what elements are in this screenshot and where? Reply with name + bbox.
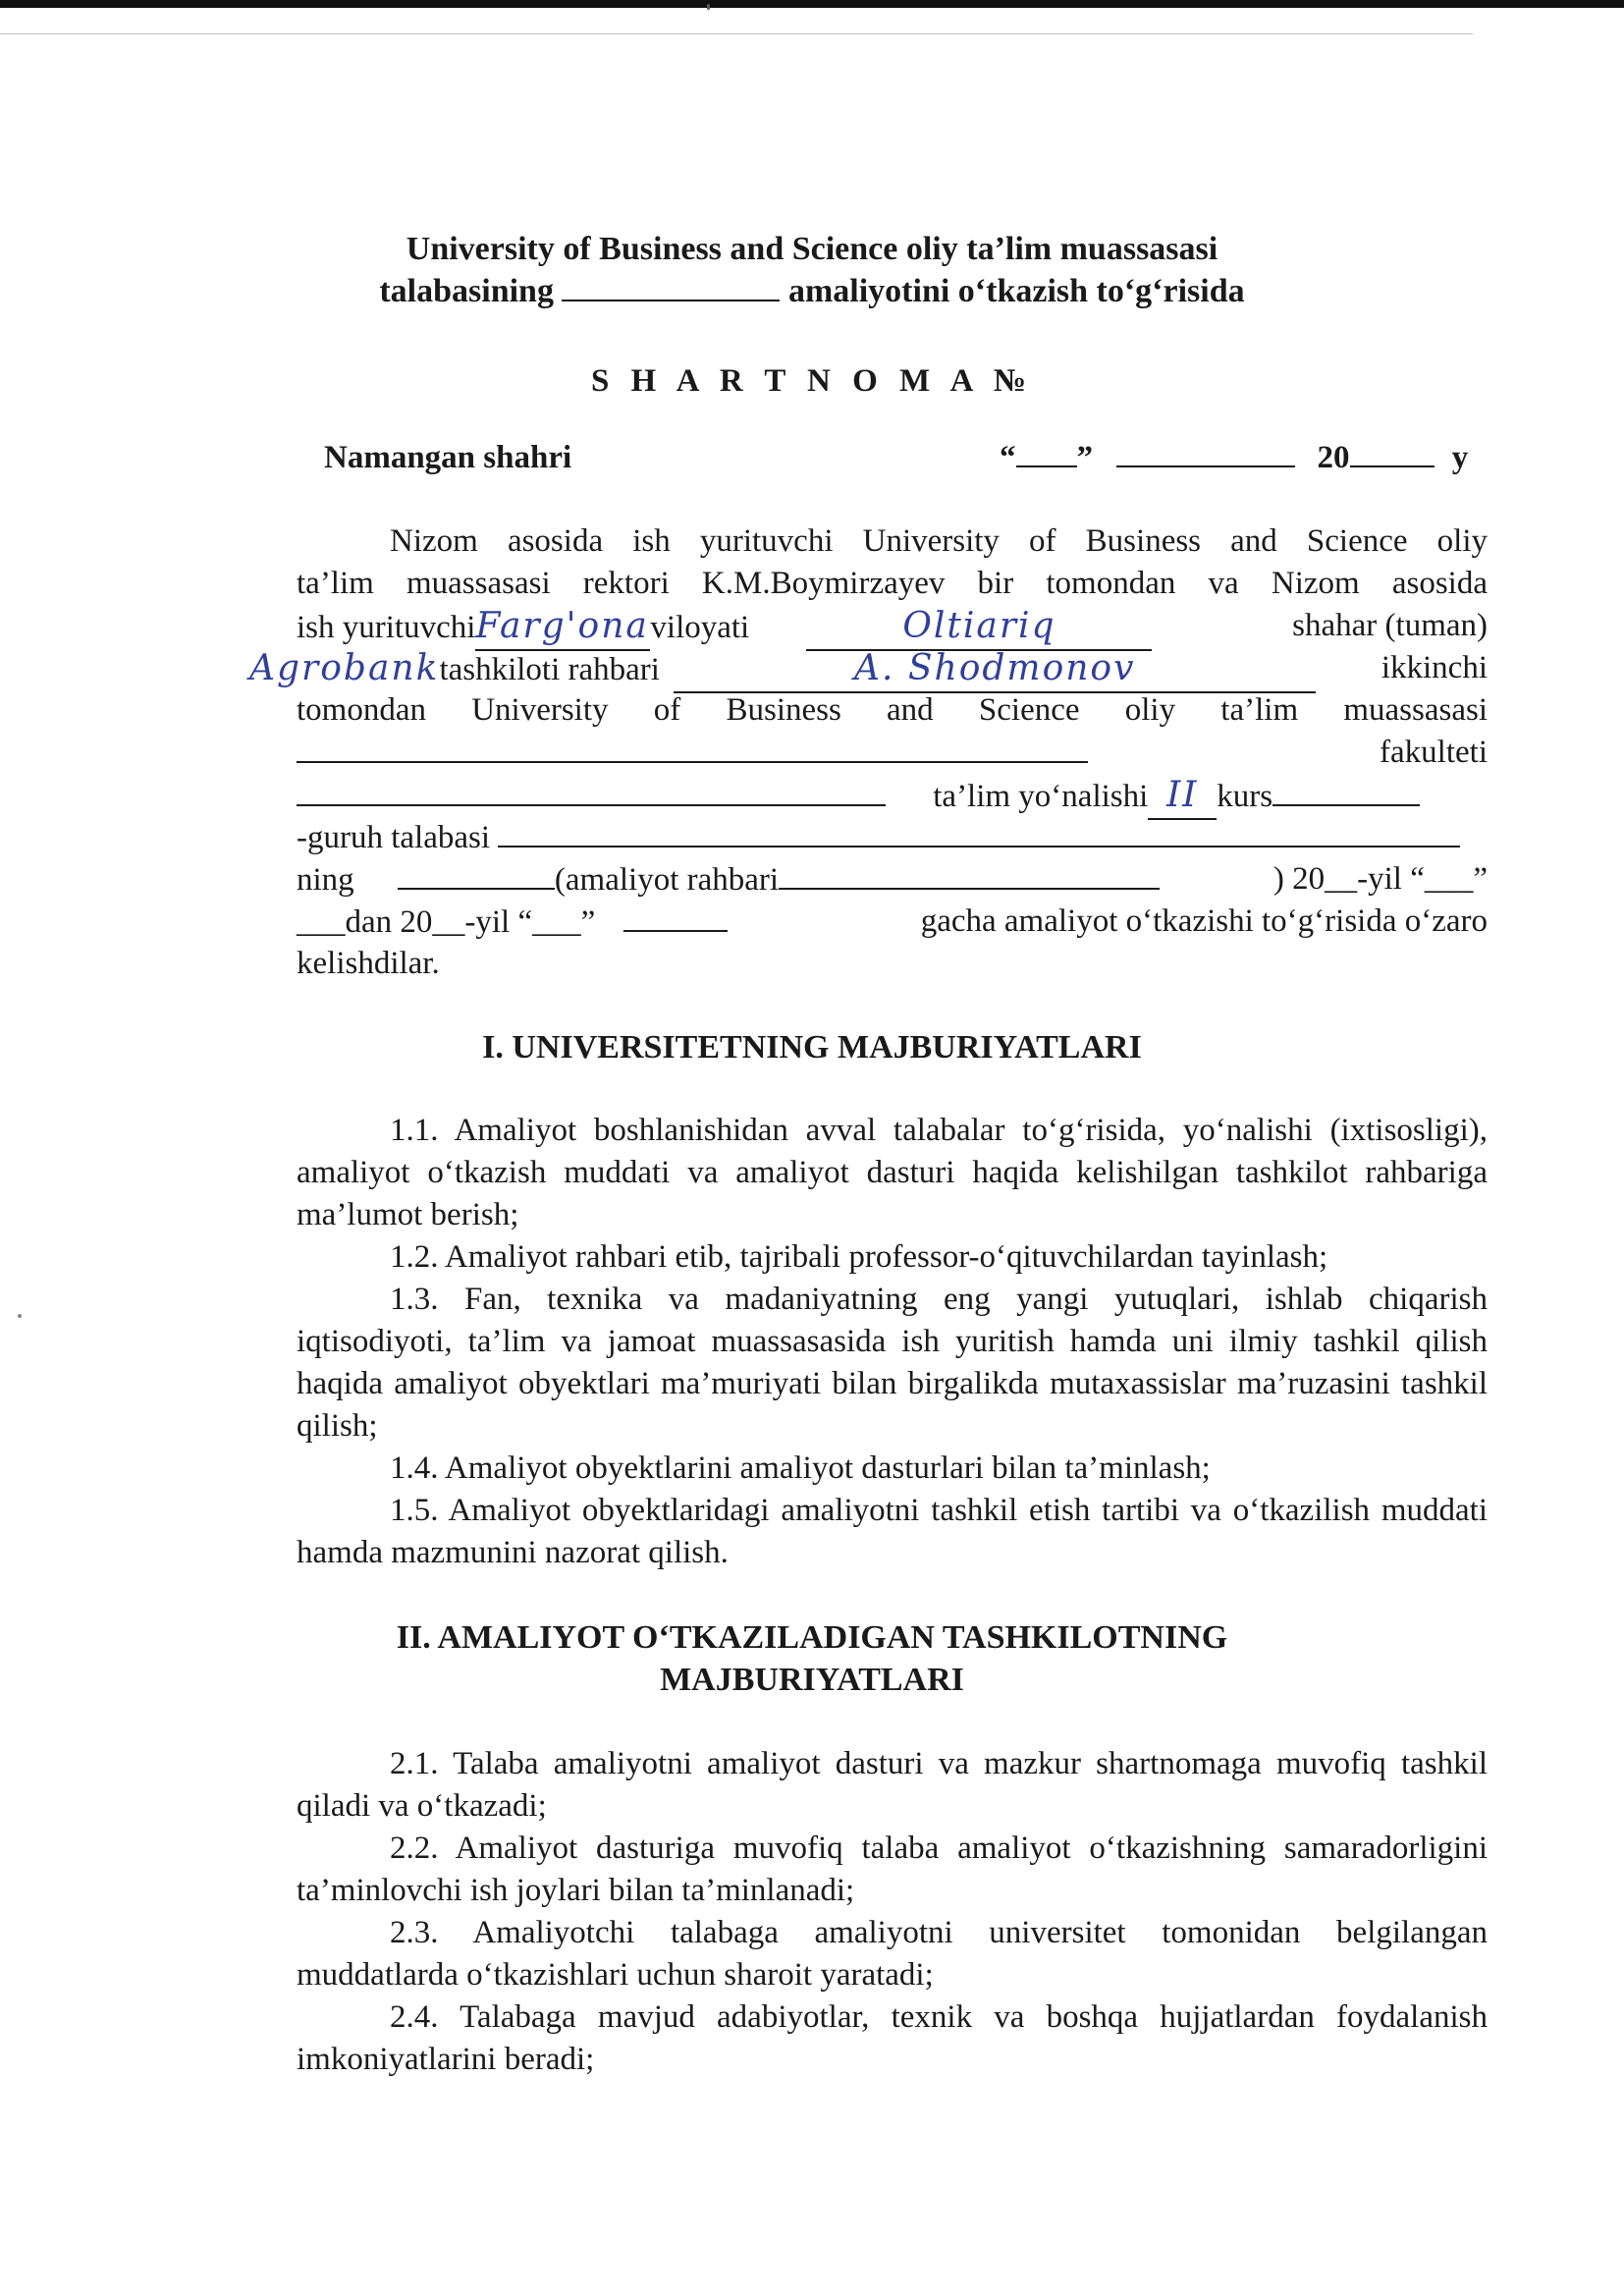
practice-name-blank [398, 858, 555, 890]
section-2-heading-line-1: II. AMALIYOT O‘TKAZILADIGAN TASHKILOTNING [396, 1619, 1228, 1656]
date-close-quote: ” [1076, 440, 1093, 475]
scan-edge-line [0, 33, 1473, 34]
section-1-heading: I. UNIVERSITETNING MAJBURIYATLARI [482, 1029, 1142, 1066]
clause-2-4: 2.4. Talabaga mavjud adabiyotlar, texnik va boshqa hujjatlardan foydalanish imkoniyatlarini beradi; [297, 1999, 1488, 2077]
year-blank [1350, 442, 1435, 467]
month-blank [1116, 442, 1295, 467]
day-blank [1016, 442, 1077, 467]
intro-line-8-a: -guruh talabasi [297, 820, 491, 855]
intro-line-9-b: (amaliyot rahbari [554, 862, 780, 898]
faculty-blank [297, 732, 1088, 763]
intro-line-4-a: tashkiloti rahbari [439, 652, 660, 687]
place-of-signing: Namangan shahri [324, 440, 572, 475]
clause-1-2: 1.2. Amaliyot rahbari etib, tajribali professor-o‘qituvchilardan tayinlash; [390, 1239, 1328, 1275]
intro-line-6-b: fakulteti [1380, 735, 1488, 770]
intro-line-10 [297, 901, 1488, 944]
header-line-1: University of Business and Science oliy ta’lim muassasasi [406, 231, 1218, 267]
intro-line-9-c: ) 20__-yil “___” [1272, 861, 1488, 897]
intro-line-8 [297, 816, 1488, 859]
year-suffix: y [1451, 440, 1469, 475]
handwritten-region: Farg'ona [475, 606, 649, 646]
handwritten-organization: Agrobank [249, 648, 440, 688]
header-line-2-pre: talabasining [379, 273, 554, 309]
student-name-blank [498, 816, 1460, 847]
intro-line-10-b: gacha amaliyot o‘tkazishi to‘g‘risida o‘zaro [920, 903, 1488, 939]
intro-line-7-b: kurs [1217, 779, 1273, 814]
intro-line-9 [297, 858, 1488, 902]
year-prefix: 20 [1317, 440, 1350, 475]
intro-line-10-a: ___dan 20__-yil “___” [297, 904, 596, 940]
handwritten-course: II [1166, 775, 1199, 815]
intro-line-2: ta’lim muassasasi rektori K.M.Boymirzayev bir tomondan va Nizom asosida [297, 566, 1488, 601]
intro-line-3 [297, 605, 1488, 651]
intro-line-6 [297, 732, 1488, 775]
intro-line-7-a: ta’lim yo‘nalishi [933, 779, 1149, 814]
practice-type-blank [562, 272, 780, 301]
supervisor-blank [779, 858, 1160, 890]
group-number-blank [1272, 775, 1420, 806]
intro-line-11: kelishdilar. [297, 946, 440, 981]
scan-speck [18, 1314, 22, 1318]
intro-line-9-a: ning [297, 862, 354, 898]
handwritten-head-name: A. Shodmonov [853, 648, 1136, 688]
date-line [1000, 440, 1468, 476]
intro-line-4 [249, 647, 1488, 693]
direction-blank [297, 775, 886, 806]
clause-2-3: 2.3. Amaliyotchi talabaga amaliyotni universitet tomonidan belgilangan muddatlarda o‘tkazishlari uchun sharoit yaratadi; [297, 1915, 1488, 1993]
intro-line-3-a: ish yurituvchi [297, 610, 476, 645]
intro-line-5: tomondan University of Business and Science oliy ta’lim muassasasi [297, 692, 1488, 728]
intro-line-3-c: shahar (tuman) [1292, 608, 1488, 643]
scan-speck [707, 4, 710, 10]
clause-2-1: 2.1. Talaba amaliyotni amaliyot dasturi va mazkur shartnomaga muvofiq tashkil qiladi va o‘tkazadi; [297, 1746, 1488, 1824]
date-open-quote: “ [1000, 440, 1016, 475]
clause-1-3: 1.3. Fan, texnika va madaniyatning eng yangi yutuqlari, ishlab chiqarish iqtisodiyoti, ta’lim va jamoat muassasasida ish yuritish hamda uni ilmiy tashkil qilish haqida amaliyot obyektlari ma’muriyati bilan birgalikda mutaxassislar ma’ruzasini tashkil qilish; [297, 1282, 1488, 1444]
intro-line-1: Nizom asosida ish yurituvchi University of Business and Science oliy [390, 523, 1488, 559]
clause-1-1: 1.1. Amaliyot boshlanishidan avval talabalar to‘g‘risida, yo‘nalishi (ixtisosligi), amaliyot o‘tkazish muddati va amaliyot dasturi haqida kelishilgan tashkilot rahbariga ma’lumot berish; [297, 1113, 1488, 1232]
handwritten-city: Oltiariq [902, 606, 1056, 646]
header-line-2-post: amaliyotini o‘tkazish to‘g‘risida [787, 273, 1245, 309]
header-line-2 [0, 270, 1624, 313]
scan-edge-top [0, 0, 1624, 8]
clause-1-4: 1.4. Amaliyot obyektlarini amaliyot dasturlari bilan ta’minlash; [390, 1450, 1211, 1486]
intro-line-4-b: ikkinchi [1380, 650, 1488, 685]
section-2-heading-line-2: MAJBURIYATLARI [660, 1662, 964, 1698]
clause-1-5: 1.5. Amaliyot obyektlaridagi amaliyotni tashkil etish tartibi va o‘tkazilish muddati hamda mazmunini nazorat qilish. [297, 1493, 1488, 1570]
intro-line-3-b: viloyati [650, 610, 750, 645]
clause-2-2: 2.2. Amaliyot dasturiga muvofiq talaba amaliyot o‘tkazishning samaradorligini ta’minlovchi ish joylari bilan ta’minlanadi; [297, 1831, 1488, 1908]
document-title: S H A R T N O M A № [590, 363, 1034, 399]
end-month-blank [623, 901, 728, 932]
intro-line-7 [297, 774, 1488, 820]
